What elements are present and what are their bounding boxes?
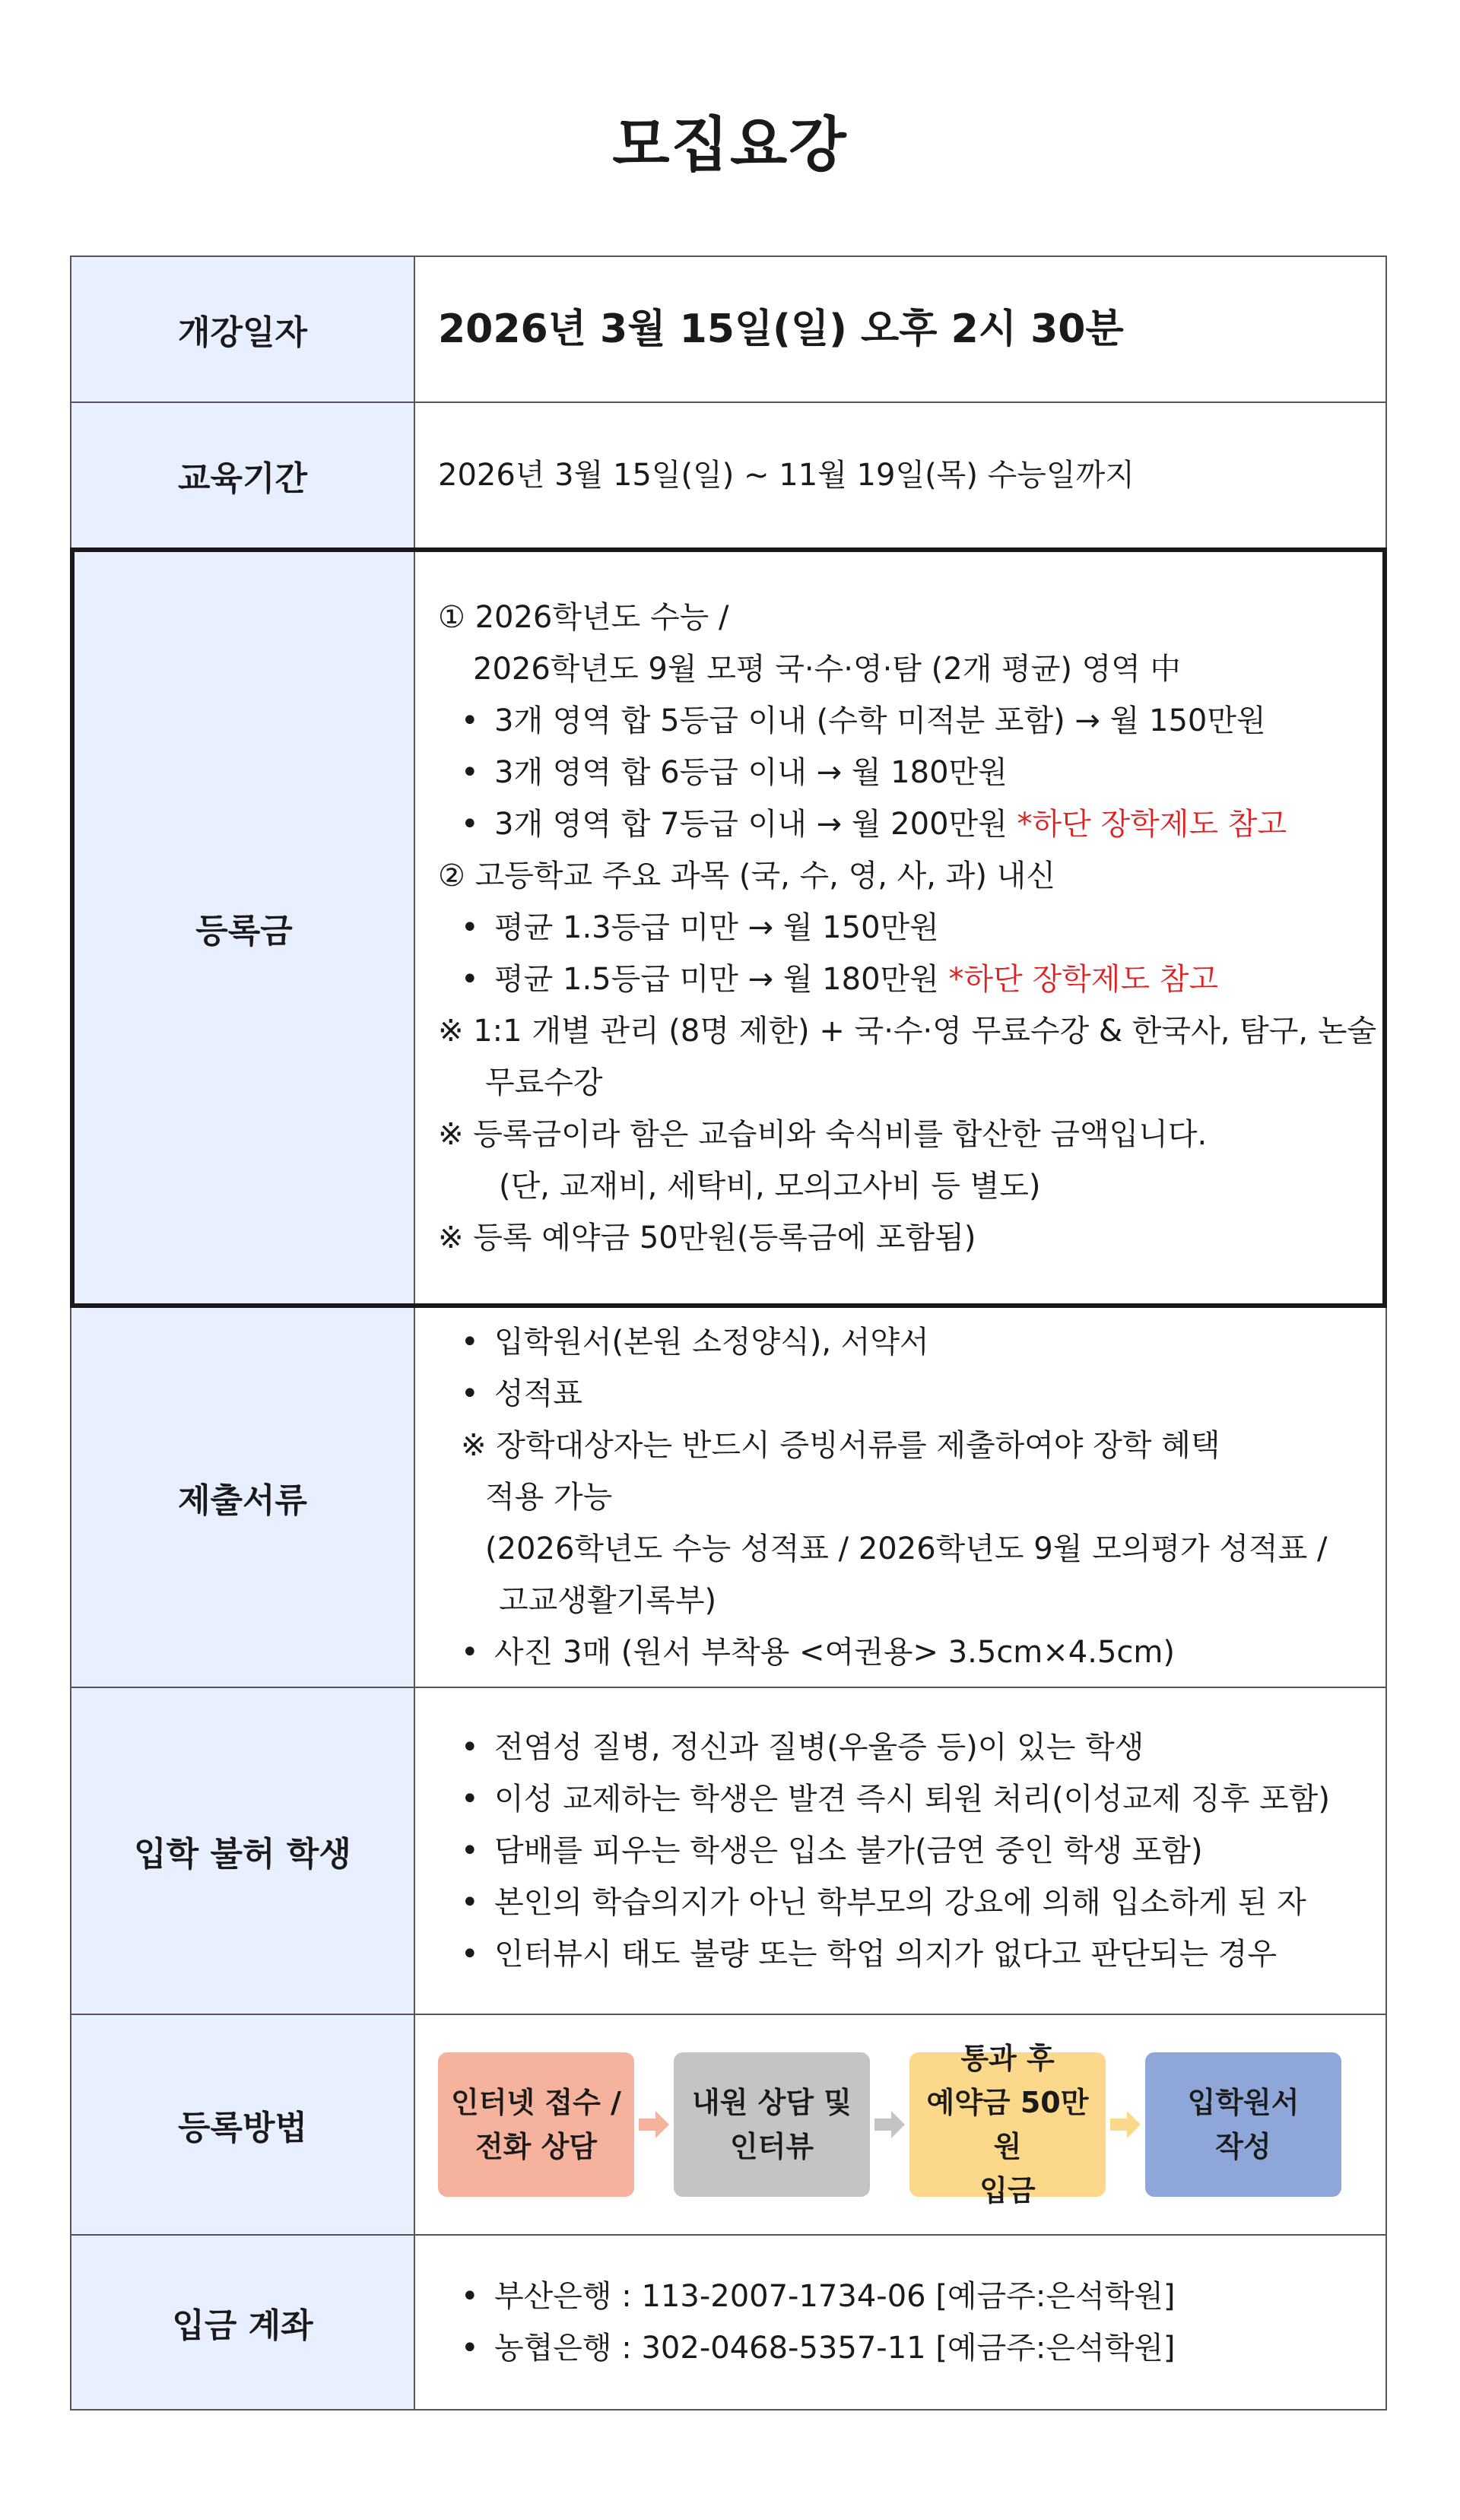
fee-bullet: • 3개 영역 합 6등급 이내 → 월 180만원 <box>438 747 1376 798</box>
fee-note: ※ 등록금이라 함은 교습비와 숙식비를 합산한 금액입니다. <box>438 1117 1208 1152</box>
flow-step-text: 예약금 50만원 <box>926 2086 1089 2163</box>
row-label: 등록금 <box>75 552 415 1303</box>
row-value <box>415 1688 1385 2014</box>
flow-step-text: 인터넷 접수 / <box>451 2086 621 2119</box>
fee-bullet <box>438 798 1376 850</box>
recruitment-table <box>70 255 1387 2411</box>
flow-step-text: 통과 후 <box>960 2042 1055 2075</box>
ban-bullet: • 인터뷰시 태도 불량 또는 학업 의지가 없다고 판단되는 경우 <box>438 1928 1363 1980</box>
row-label: 입금 계좌 <box>71 2236 415 2409</box>
docs-bullet: • 사진 3매 (원서 부착용 <여권용> 3.5cm×4.5cm) <box>438 1627 1363 1678</box>
fee-note: (단, 교재비, 세탁비, 모의고사비 등 별도) <box>499 1169 1041 1204</box>
docs-note: 적용 가능 <box>485 1480 613 1515</box>
flow-step-3 <box>909 2042 1106 2207</box>
ban-bullet: • 전염성 질병, 정신과 질병(우울증 등)이 있는 학생 <box>438 1722 1363 1773</box>
flow-step-4 <box>1145 2052 1341 2197</box>
flow-step-text: 인터뷰 <box>729 2130 814 2163</box>
row-value <box>415 2236 1385 2409</box>
row-value <box>415 403 1385 547</box>
row-not-admitted <box>71 1688 1385 2015</box>
flow-step-text: 작성 <box>1215 2130 1271 2163</box>
row-value <box>415 257 1385 401</box>
fee-note: 무료수강 <box>485 1065 603 1100</box>
flow-step-2 <box>674 2052 870 2197</box>
row-label: 등록방법 <box>71 2015 415 2234</box>
docs-bullet: • 입학원서(본원 소정양식), 서약서 <box>438 1316 1363 1368</box>
row-value <box>415 2015 1385 2234</box>
fee-note: ※ 등록 예약금 50만원(등록금에 포함됨) <box>438 1220 976 1255</box>
flow-step-text: 입학원서 <box>1187 2086 1300 2119</box>
bank-account: • 농협은행 : 302-0468-5357-11 [예금주:은석학원] <box>438 2322 1363 2374</box>
scholarship-note: *하단 장학제도 참고 <box>948 962 1219 997</box>
fee-line: 2026학년도 9월 모평 국·수·영·탐 (2개 평균) 영역 中 <box>473 652 1181 687</box>
fee-bullet-text: 평균 1.5등급 미만 → 월 180만원 <box>494 962 939 997</box>
fee-line: ① 2026학년도 수능 / <box>438 600 729 635</box>
period-text: 2026년 3월 15일(일) ~ 11월 19일(목) 수능일까지 <box>438 458 1135 493</box>
docs-bullet: • 성적표 <box>438 1368 1363 1420</box>
row-value <box>415 552 1399 1303</box>
page-title: 모집요강 <box>612 111 848 179</box>
flow-step-1 <box>438 2052 634 2197</box>
row-value <box>415 1308 1385 1687</box>
arrow-right-icon <box>870 2108 909 2141</box>
row-label: 개강일자 <box>71 257 415 401</box>
registration-flow <box>438 2042 1363 2207</box>
bank-account: • 부산은행 : 113-2007-1734-06 [예금주:은석학원] <box>438 2271 1363 2322</box>
row-tuition <box>70 547 1387 1308</box>
ban-bullet: • 이성 교제하는 학생은 발견 즉시 퇴원 처리(이성교제 징후 포함) <box>438 1773 1363 1825</box>
start-date-text: 2026년 3월 15일(일) 오후 2시 30분 <box>438 306 1124 352</box>
docs-note: 고교생활기록부) <box>499 1583 717 1618</box>
row-start-date <box>71 257 1385 403</box>
flow-step-text: 내원 상담 및 <box>692 2086 852 2119</box>
ban-bullet: • 담배를 피우는 학생은 입소 불가(금연 중인 학생 포함) <box>438 1825 1363 1877</box>
row-registration-method <box>71 2015 1385 2236</box>
row-period <box>71 403 1385 549</box>
docs-note: (2026학년도 수능 성적표 / 2026학년도 9월 모의평가 성적표 / <box>485 1531 1328 1566</box>
docs-note: ※ 장학대상자는 반드시 증빙서류를 제출하여야 장학 혜택 <box>461 1428 1220 1463</box>
row-bank-account <box>71 2236 1385 2409</box>
fee-line: ② 고등학교 주요 과목 (국, 수, 영, 사, 과) 내신 <box>438 859 1055 893</box>
fee-bullet-text: 3개 영역 합 7등급 이내 → 월 200만원 <box>494 807 1008 842</box>
row-label: 교육기간 <box>71 403 415 547</box>
scholarship-note: *하단 장학제도 참고 <box>1017 807 1287 842</box>
arrow-right-icon <box>1106 2108 1145 2141</box>
fee-bullet <box>438 954 1376 1005</box>
flow-step-text: 전화 상담 <box>474 2130 598 2163</box>
ban-bullet: • 본인의 학습의지가 아닌 학부모의 강요에 의해 입소하게 된 자 <box>438 1877 1363 1928</box>
arrow-right-icon <box>634 2108 674 2141</box>
row-label: 제출서류 <box>71 1308 415 1687</box>
fee-bullet: • 3개 영역 합 5등급 이내 (수학 미적분 포함) → 월 150만원 <box>438 695 1376 747</box>
flow-step-text: 입금 <box>979 2174 1036 2207</box>
row-documents <box>71 1308 1385 1688</box>
fee-note: ※ 1:1 개별 관리 (8명 제한) + 국·수·영 무료수강 & 한국사, 탐구, 논술 <box>438 1014 1377 1049</box>
row-label: 입학 불허 학생 <box>71 1688 415 2014</box>
fee-bullet: • 평균 1.3등급 미만 → 월 150만원 <box>438 902 1376 954</box>
